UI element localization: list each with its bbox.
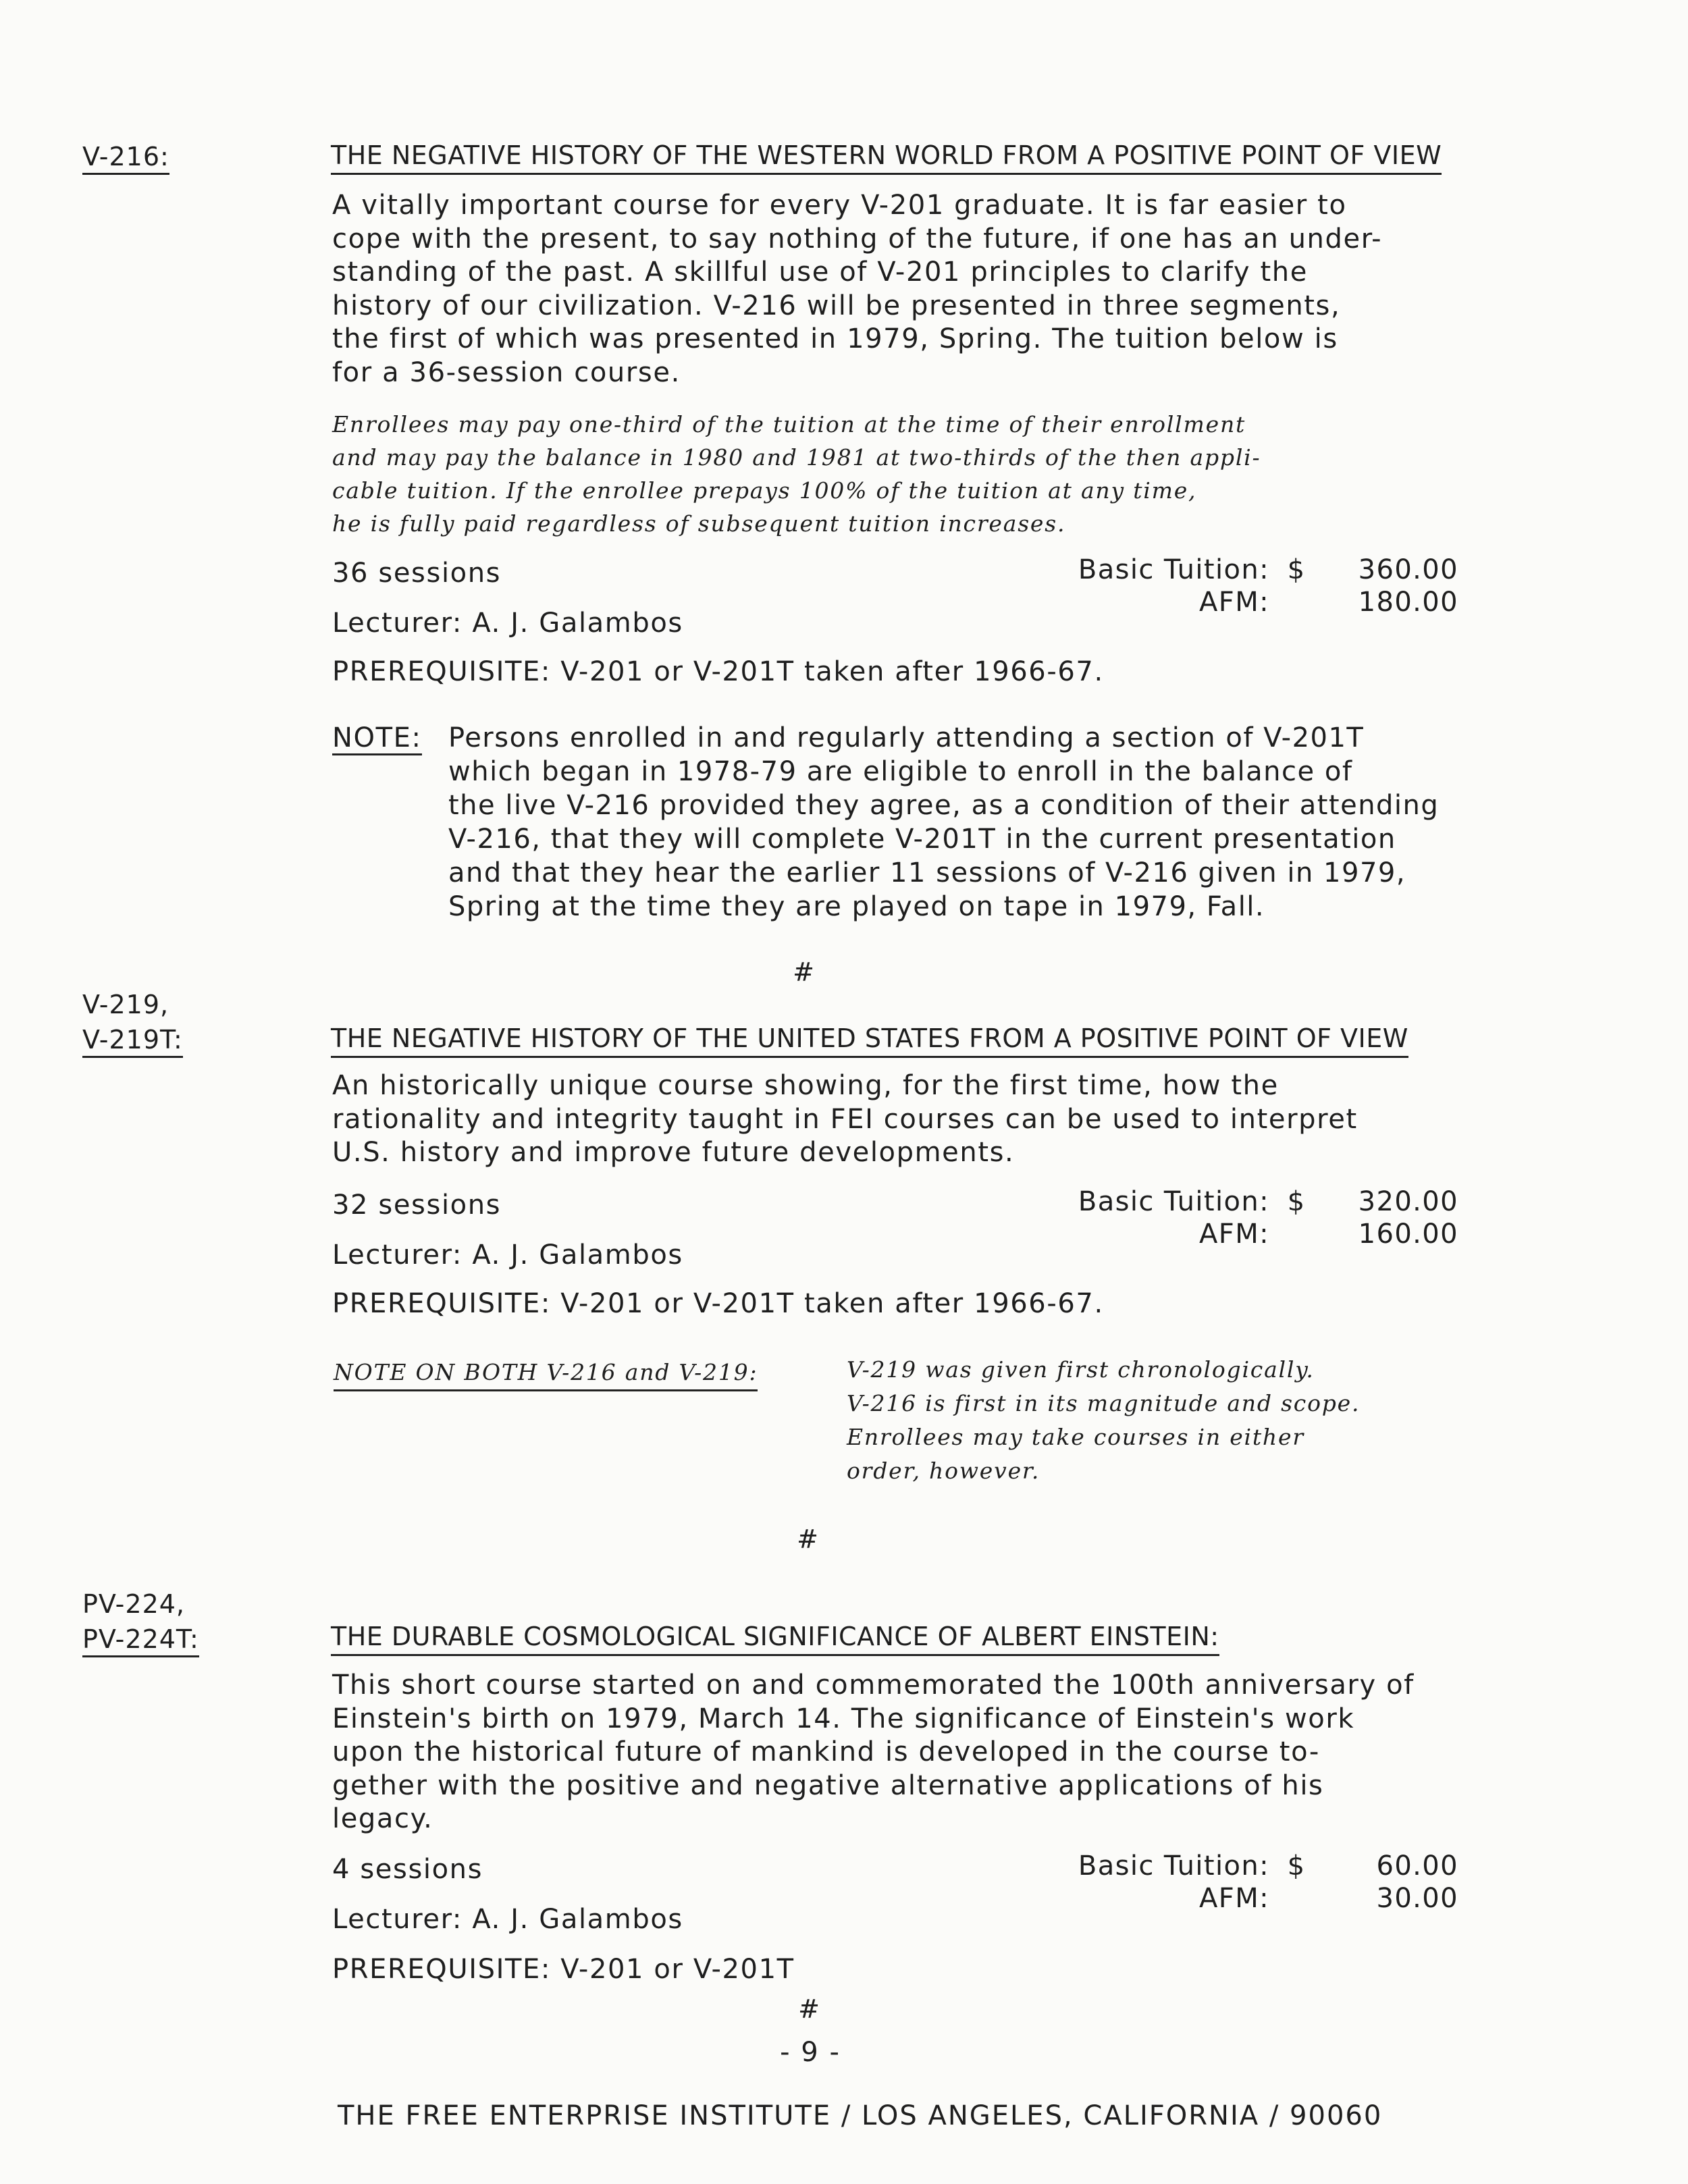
course-code-line: V-219T: xyxy=(82,1025,183,1058)
afm-amount: 30.00 xyxy=(1376,1883,1458,1914)
course-code-line: PV-224, xyxy=(82,1589,186,1619)
course-description: This short course started on and commemorated the 100th anniversary of Einstein's birth on 1979, March 14. The significance of Einstein's work upon the historical future of mankind is developed in the course to- gether with the positive and negative alternative applications of his legacy. xyxy=(332,1670,1415,1834)
afm-amount: 180.00 xyxy=(1358,587,1458,618)
session-count: 4 sessions xyxy=(332,1854,483,1885)
session-count: 36 sessions xyxy=(332,558,502,589)
currency-symbol: $ xyxy=(1287,554,1306,585)
course-title: THE NEGATIVE HISTORY OF THE WESTERN WORLD FROM A POSITIVE POINT OF VIEW xyxy=(331,138,1442,175)
note-text: Persons enrolled in and regularly attending a section of V-201T which began in 1978-79 are eligible to enroll in the balance of the live V-216 provided they agree, as a condition of their attending V-216, that they will complete V-201T in the current presentation and that they hear the earlier 11 sessions of V-216 given in 1979, Spring at the time they are played on tape in 1979, Fall. xyxy=(448,722,1440,922)
course-description: An historically unique course showing, for the first time, how the rationality and integrity taught in FEI courses can be used to interpret U.S. history and improve future developments. xyxy=(332,1070,1358,1168)
combined-note-label: NOTE ON BOTH V-216 and V-219: xyxy=(334,1356,758,1391)
prerequisite: PREREQUISITE: V-201 or V-201T taken after 1966-67. xyxy=(332,1288,1104,1319)
prerequisite: PREREQUISITE: V-201 or V-201T xyxy=(332,1954,795,1985)
prerequisite: PREREQUISITE: V-201 or V-201T taken after 1966-67. xyxy=(332,656,1104,687)
course-code xyxy=(82,987,183,1057)
section-separator: # xyxy=(793,957,814,987)
note-label-text: NOTE: xyxy=(332,722,422,755)
course-code-line: PV-224T: xyxy=(82,1624,199,1657)
page-number: - 9 - xyxy=(780,2037,841,2068)
course-code xyxy=(82,139,169,174)
afm-label: AFM: xyxy=(1199,1883,1269,1914)
currency-symbol: $ xyxy=(1287,1850,1306,1882)
course-code xyxy=(82,1587,199,1657)
currency-symbol: $ xyxy=(1287,1186,1306,1217)
afm-label: AFM: xyxy=(1199,1219,1269,1250)
course-description: A vitally important course for every V-201 graduate. It is far easier to cope with the present, to say nothing of the future, if one has an under- standing of the past. A skillful use of V-201 principles to clarify the history of our civilization. V-216 will be presented in three segments, the first of which was presented in 1979, Spring. The tuition below is for a 36-session course. xyxy=(332,190,1383,388)
tuition-amount: 320.00 xyxy=(1358,1186,1458,1217)
tuition-block xyxy=(1040,1850,1472,1915)
session-count: 32 sessions xyxy=(332,1190,502,1221)
payment-note: Enrollees may pay one-third of the tuition at the time of their enrollment and may pay the balance in 1980 and 1981 at two-thirds of the then appli- cable tuition. If the enrollee prepays 100% of the tuition at any time, he is fully paid regardless of subsequent tuition increases. xyxy=(332,411,1261,537)
course-title: THE NEGATIVE HISTORY OF THE UNITED STATES FROM A POSITIVE POINT OF VIEW xyxy=(331,1021,1408,1058)
course-code-line: V-219, xyxy=(82,990,169,1019)
section-separator: # xyxy=(797,1524,818,1554)
afm-label: AFM: xyxy=(1199,587,1269,618)
combined-note-text: V-219 was given first chronologically. V-216 is first in its magnitude and scope. Enrollees may take courses in either order, however. xyxy=(847,1356,1361,1484)
section-separator: # xyxy=(798,1994,820,2024)
page-footer: THE FREE ENTERPRISE INSTITUTE / LOS ANGELES, CALIFORNIA / 90060 xyxy=(338,2100,1383,2131)
tuition-amount: 360.00 xyxy=(1358,554,1458,585)
lecturer: Lecturer: A. J. Galambos xyxy=(332,608,683,639)
tuition-amount: 60.00 xyxy=(1376,1850,1458,1882)
afm-amount: 160.00 xyxy=(1358,1219,1458,1250)
tuition-label: Basic Tuition: xyxy=(1078,1850,1269,1882)
note-label xyxy=(332,721,422,755)
tuition-label: Basic Tuition: xyxy=(1078,554,1269,585)
tuition-label: Basic Tuition: xyxy=(1078,1186,1269,1217)
course-code-line: V-216: xyxy=(82,142,169,175)
tuition-block xyxy=(1040,1186,1472,1250)
lecturer: Lecturer: A. J. Galambos xyxy=(332,1240,683,1271)
lecturer: Lecturer: A. J. Galambos xyxy=(332,1904,683,1935)
tuition-block xyxy=(1040,554,1472,618)
course-title: THE DURABLE COSMOLOGICAL SIGNIFICANCE OF ALBERT EINSTEIN: xyxy=(331,1619,1219,1656)
